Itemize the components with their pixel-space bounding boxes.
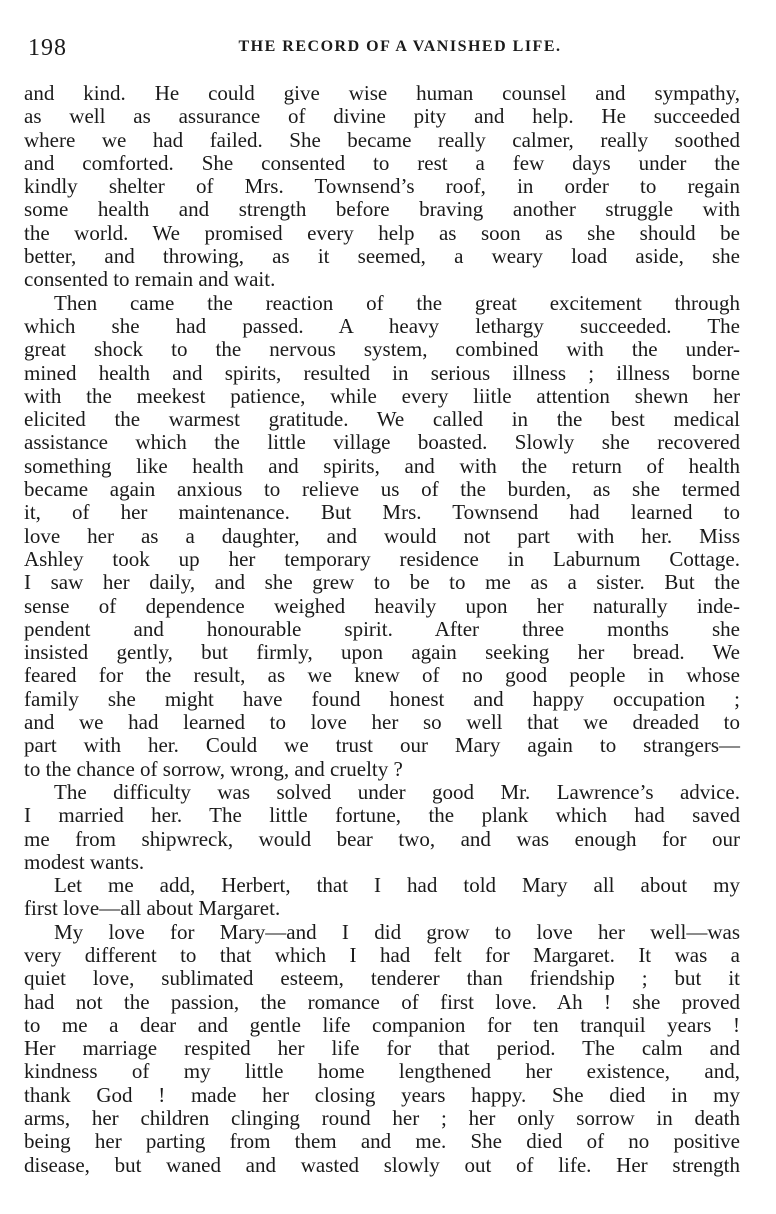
text-line: I saw her daily, and she grew to be to me as a sister. But the	[24, 570, 740, 595]
page-number: 198	[28, 35, 67, 61]
text-line: to the chance of sorrow, wrong, and cruelty ?	[24, 756, 403, 781]
text-line: feared for the result, as we knew of no good people in whose	[24, 663, 740, 688]
text-line: modest wants.	[24, 849, 145, 874]
text-line: kindness of my little home lengthened her existence, and,	[24, 1059, 740, 1084]
text-line: it, of her maintenance. But Mrs. Townsend had learned to	[24, 500, 740, 525]
text-line: family she might have found honest and happy occupation ;	[24, 686, 740, 711]
text-line: I married her. The little fortune, the plank which had saved	[24, 803, 740, 828]
text-line: pendent and honourable spirit. After three months she	[24, 616, 740, 641]
text-line: to me a dear and gentle life companion for ten tranquil years !	[24, 1012, 740, 1037]
running-title: THE RECORD OF A VANISHED LIFE.	[238, 38, 562, 55]
text-line: and comforted. She consented to rest a few days under the	[24, 150, 740, 175]
text-line: and we had learned to love her so well that we dreaded to	[24, 710, 740, 735]
page-header	[28, 32, 744, 68]
text-line: love her as a daughter, and would not part with her. Miss	[24, 523, 740, 548]
text-line: My love for Mary—and I did grow to love her well—was	[54, 919, 740, 944]
text-line: arms, her children clinging round her ; her only sorrow in death	[24, 1106, 740, 1131]
text-line: disease, but waned and wasted slowly out of life. Her strength	[24, 1152, 740, 1177]
text-line: Her marriage respited her life for that period. The calm and	[24, 1036, 740, 1061]
text-line: thank God ! made her closing years happy. She died in my	[24, 1082, 740, 1107]
text-line: sense of dependence weighed heavily upon her naturally inde-	[24, 593, 740, 618]
text-line: Let me add, Herbert, that I had told Mary all about my	[54, 873, 740, 898]
text-line: better, and throwing, as it seemed, a weary load aside, she	[24, 244, 740, 269]
text-line: something like health and spirits, and with the return of health	[24, 453, 740, 478]
text-line: with the meekest patience, while every liitle attention shewn her	[24, 383, 740, 408]
text-line: first love—all about Margaret.	[24, 896, 281, 921]
text-line: being her parting from them and me. She died of no positive	[24, 1129, 740, 1154]
text-line: great shock to the nervous system, combined with the under-	[24, 337, 740, 362]
text-line: Ashley took up her temporary residence in Laburnum Cottage.	[24, 546, 740, 571]
text-line: The difficulty was solved under good Mr. Lawrence’s advice.	[54, 779, 740, 804]
body-text	[24, 82, 740, 1177]
text-line: and kind. He could give wise human counsel and sympathy,	[24, 81, 740, 105]
text-line: became again anxious to relieve us of the burden, as she termed	[24, 477, 740, 502]
text-line: the world. We promised every help as soon as she should be	[24, 220, 740, 245]
text-line: very different to that which I had felt for Margaret. It was a	[24, 942, 740, 967]
text-line: had not the passion, the romance of first love. Ah ! she proved	[24, 989, 740, 1014]
text-line: where we had failed. She became really calmer, really soothed	[24, 127, 740, 152]
text-line: which she had passed. A heavy lethargy succeeded. The	[24, 313, 740, 338]
text-line: me from shipwreck, would bear two, and was enough for our	[24, 826, 740, 851]
text-line: kindly shelter of Mrs. Townsend’s roof, in order to regain	[24, 174, 740, 199]
text-line: as well as assurance of divine pity and help. He succeeded	[24, 104, 740, 129]
text-line: insisted gently, but firmly, upon again seeking her bread. We	[24, 640, 740, 665]
text-line: elicited the warmest gratitude. We called in the best medical	[24, 407, 740, 432]
text-line: consented to remain and wait.	[24, 267, 276, 292]
text-line: assistance which the little village boasted. Slowly she recovered	[24, 430, 740, 455]
text-line: Then came the reaction of the great excitement through	[54, 290, 740, 315]
text-line: some health and strength before braving another struggle with	[24, 197, 740, 222]
text-line: part with her. Could we trust our Mary again to strangers—	[24, 733, 740, 758]
text-line: mined health and spirits, resulted in serious illness ; illness borne	[24, 360, 740, 385]
text-line: quiet love, sublimated esteem, tenderer than friendship ; but it	[24, 966, 740, 991]
